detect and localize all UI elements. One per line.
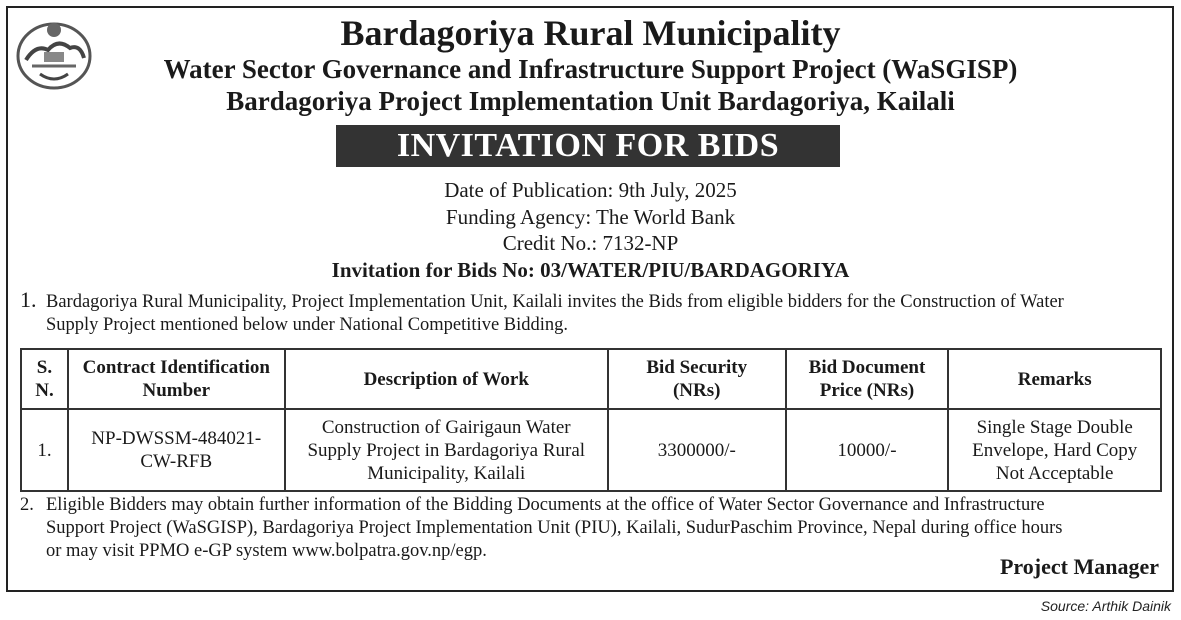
ifb-number: Invitation for Bids No: 03/WATER/PIU/BARDAGORIYA <box>331 258 850 282</box>
paragraph-1 <box>20 288 1165 337</box>
header-contract-id: Contract Identification Number <box>68 349 285 409</box>
source-credit: Source: Arthik Dainik <box>1040 598 1171 614</box>
table-row <box>21 409 1161 491</box>
paragraph-2 <box>20 494 1165 563</box>
table-header-row <box>21 349 1161 409</box>
credit-number: Credit No.: 7132-NP <box>502 231 679 255</box>
unit-title: Bardagoriya Project Implementation Unit Bardagoriya, Kailali <box>226 86 955 116</box>
header-bid-security: Bid Security (NRs) <box>608 349 786 409</box>
project-title: Water Sector Governance and Infrastructure Support Project (WaSGISP) <box>163 54 1018 84</box>
signature-project-manager: Project Manager <box>999 554 1159 579</box>
paragraph-text: Bardagoriya Rural Municipality, Project Implementation Unit, Kailali invites the Bids from eligible bidders for the Construction of Water <box>46 292 1064 312</box>
header-description: Description of Work <box>285 349 608 409</box>
header-remarks: Remarks <box>948 349 1161 409</box>
cell-contract-id: NP-DWSSM-484021- CW-RFB <box>68 409 285 491</box>
paragraph-text: Support Project (WaSGISP), Bardagoriya Project Implementation Unit (PIU), Kailali, SudurPaschim Province, Nepal during office hours <box>46 518 1063 538</box>
invitation-banner: INVITATION FOR BIDS <box>336 125 840 167</box>
municipality-title: Bardagoriya Rural Municipality <box>340 13 841 53</box>
cell-description: Construction of Gairigaun Water Supply Project in Bardagoriya Rural Municipality, Kailali <box>285 409 608 491</box>
header-document-price: Bid Document Price (NRs) <box>786 349 949 409</box>
cell-document-price: 10000/- <box>786 409 949 491</box>
funding-agency: Funding Agency: The World Bank <box>445 205 736 229</box>
paragraph-number: 2. <box>20 495 34 515</box>
paragraph-text: Eligible Bidders may obtain further information of the Bidding Documents at the office of Water Sector Governance and Infrastructure <box>46 495 1045 515</box>
bids-table <box>20 348 1162 492</box>
paragraph-text: Supply Project mentioned below under National Competitive Bidding. <box>46 315 569 335</box>
paragraph-text: or may visit PPMO e-GP system www.bolpatra.gov.np/egp. <box>46 541 487 561</box>
header-sn: S. N. <box>21 349 68 409</box>
cell-remarks: Single Stage Double Envelope, Hard Copy Not Acceptable <box>948 409 1161 491</box>
publication-date: Date of Publication: 9th July, 2025 <box>444 178 737 202</box>
cell-bid-security: 3300000/- <box>608 409 786 491</box>
paragraph-number: 1. <box>20 287 37 312</box>
cell-sn: 1. <box>21 409 68 491</box>
